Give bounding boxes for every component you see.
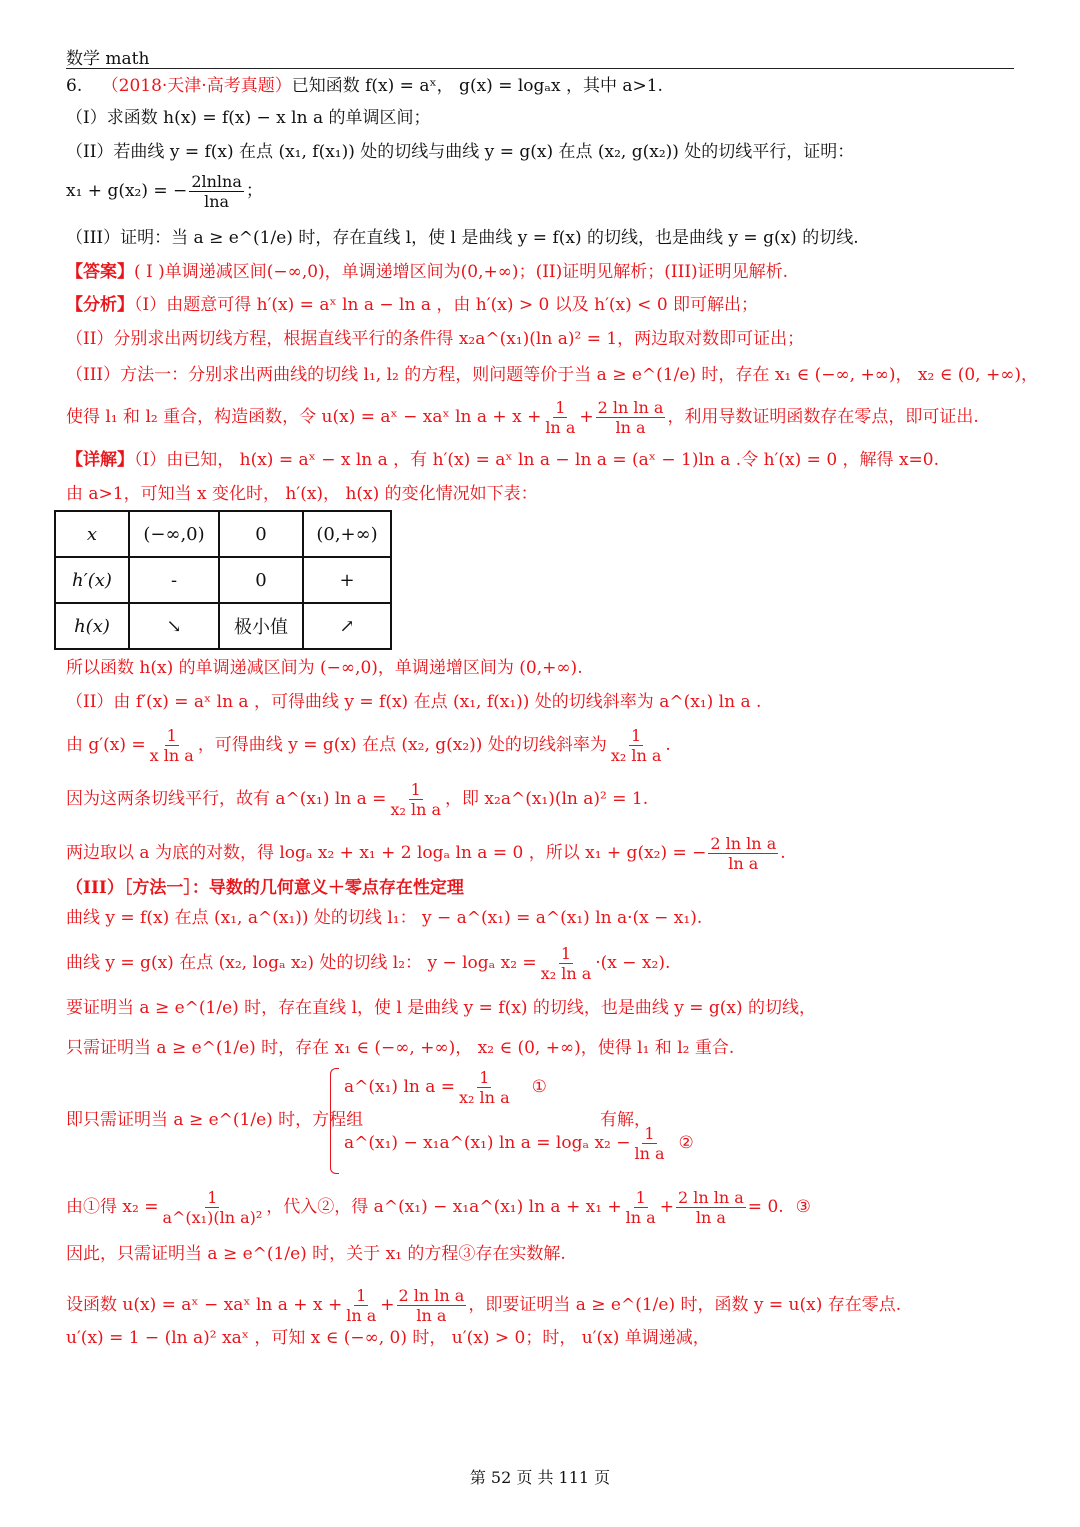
formula-left: 曲线 y = g(x) 在点 (x₂, logₐ x₂) 处的切线 l₂： y − logₐ x₂ =: [66, 953, 537, 973]
formula-left: 设函数 u(x) = aˣ − xaˣ ln a + x +: [66, 1295, 343, 1315]
after-line-2: （II）由 f′(x) = aˣ ln a ，可得曲线 y = f(x) 在点 (x₁, f(x₁)) 处的切线斜率为 a^(x₁) ln a .: [66, 692, 762, 712]
formula-end: .: [780, 843, 786, 863]
formula-middle: ，代入②，得 a^(x₁) − x₁a^(x₁) ln a + x₁ +: [266, 1197, 622, 1217]
problem-statement: 已知函数 f(x) = aˣ， g(x) = logₐx ，其中 a>1.: [291, 76, 663, 96]
fraction-denominator: ln a: [346, 1306, 377, 1325]
fraction-denominator: ln a: [545, 418, 576, 437]
analysis-label: 【分析】: [66, 295, 134, 315]
fraction: [708, 834, 778, 873]
equation-tag: ①: [531, 1077, 547, 1097]
page-footer: 第 52 页 共 111 页: [469, 1468, 611, 1487]
part3-line-5-right: 有解，: [600, 1110, 651, 1130]
fraction: [148, 726, 196, 765]
analysis-text-1: （I）由题意可得 h′(x) = aˣ ln a − ln a ，由 h′(x) > 0 以及 h′(x) < 0 即可解出；: [134, 295, 759, 315]
equation-tag: ③: [795, 1197, 811, 1217]
fraction-numerator: 1: [631, 726, 642, 745]
fraction: [543, 398, 577, 437]
fraction: [624, 1188, 658, 1227]
table-cell: 0: [219, 511, 303, 557]
fraction: [160, 1188, 264, 1227]
detail-line-1: [66, 448, 939, 472]
answer-text: ( I )单调递减区间(−∞,0)，单调递增区间为(0,+∞)；(II)证明见解析；(III)证明见解析.: [134, 262, 789, 282]
fraction: [596, 398, 666, 437]
fraction-numerator: 1: [166, 726, 177, 745]
after-line-1: 所以函数 h(x) 的单调递减区间为 (−∞,0)，单调递增区间为 (0,+∞).: [66, 658, 583, 678]
fraction-numerator: 1: [560, 944, 572, 963]
table-cell: -: [129, 557, 219, 603]
problem-part-1: （I）求函数 h(x) = f(x) − x ln a 的单调区间；: [66, 108, 431, 128]
part3-line-9: u′(x) = 1 − (ln a)² xaˣ ，可知 x ∈ (−∞, 0) 时， u′(x) > 0；时， u′(x) 单调递减，: [66, 1328, 710, 1348]
formula-left: a^(x₁) ln a =: [344, 1077, 456, 1097]
fraction-numerator: 2 ln ln a: [677, 1188, 744, 1207]
table-cell: 极小值: [219, 603, 303, 649]
table-cell: x: [55, 511, 129, 557]
fraction: [457, 1068, 512, 1107]
fraction-numerator: 1: [555, 398, 566, 417]
formula-left: a^(x₁) − x₁a^(x₁) ln a = logₐ x₂ −: [344, 1133, 631, 1153]
table-cell: ↗: [303, 603, 391, 649]
analysis-line-3: （III）方法一：分别求出两曲线的切线 l₁, l₂ 的方程，则问题等价于当 a ≥ e^(1/e) 时，存在 x₁ ∈ (−∞, +∞)， x₂ ∈ (0, +∞)，: [66, 365, 1039, 385]
table-cell: 0: [219, 557, 303, 603]
problem-line-1: [66, 74, 663, 98]
formula-end: .: [665, 735, 671, 755]
after-line-4: [66, 780, 648, 819]
part3-line-7: 因此，只需证明当 a ≥ e^(1/e) 时，关于 x₁ 的方程③存在实数解.: [66, 1244, 566, 1264]
table-cell: (0,+∞): [303, 511, 391, 557]
fraction-denominator: a^(x₁)(ln a)²: [162, 1208, 263, 1227]
detail-label: 【详解】: [66, 450, 134, 470]
part3-line-5-left: 即只需证明当 a ≥ e^(1/e) 时，方程组: [66, 1110, 364, 1130]
part3-heading: （III）［方法一］：导数的几何意义＋零点存在性定理: [66, 878, 464, 898]
detail-text-1: （I）由已知， h(x) = aˣ − x ln a ，有 h′(x) = aˣ ln a − ln a = (aˣ − 1)ln a .令 h′(x) = 0 ，解得 x=0.: [134, 450, 939, 470]
fraction-numerator: 1: [410, 780, 421, 799]
fraction: [539, 944, 594, 983]
part3-line-6: [66, 1188, 811, 1227]
fraction-numerator: 2 ln ln a: [710, 834, 777, 853]
fraction-denominator: x ln a: [149, 746, 194, 765]
plus-sign: +: [380, 1295, 395, 1315]
problem-part-3: （III）证明：当 a ≥ e^(1/e) 时，存在直线 l，使 l 是曲线 y = f(x) 的切线，也是曲线 y = g(x) 的切线.: [66, 228, 859, 248]
formula-left: x₁ + g(x₂) = −: [66, 181, 188, 201]
table-row: [55, 603, 391, 649]
table-cell: (−∞,0): [129, 511, 219, 557]
fraction-denominator: lna: [204, 192, 230, 211]
formula-right: ·(x − x₂).: [595, 953, 671, 973]
fraction-denominator: ln a: [416, 1306, 447, 1325]
formula-left: 由 g′(x) =: [66, 735, 146, 755]
fraction: [676, 1188, 746, 1227]
problem-part-2-formula: [66, 172, 263, 211]
fraction-numerator: 1: [207, 1188, 218, 1207]
fraction-numerator: 2 ln ln a: [597, 398, 664, 417]
fraction: [344, 1286, 378, 1325]
problem-number: 6.: [66, 76, 83, 96]
formula-left: 两边取以 a 为底的对数，得 logₐ x₂ + x₁ + 2 logₐ ln a = 0 ，所以 x₁ + g(x₂) = −: [66, 843, 707, 863]
equation-tag: ②: [678, 1133, 694, 1153]
fraction-denominator: ln a: [615, 418, 646, 437]
formula-left: 因为这两条切线平行，故有 a^(x₁) ln a =: [66, 789, 387, 809]
analysis-line-4: [66, 398, 979, 437]
formula-middle: ，可得曲线 y = g(x) 在点 (x₂, g(x₂)) 处的切线斜率为: [197, 735, 607, 755]
fraction: [397, 1286, 467, 1325]
formula-end: = 0.: [747, 1197, 784, 1217]
fraction-numerator: 1: [479, 1068, 490, 1087]
part3-line-8: [66, 1286, 901, 1325]
formula-left: 由①得 x₂ =: [66, 1197, 159, 1217]
fraction-denominator: x₂ ln a: [390, 800, 442, 819]
fraction-denominator: x₂ ln a: [610, 746, 662, 765]
formula-right: ；: [245, 181, 263, 201]
analysis-line-1: [66, 293, 758, 317]
fraction-numerator: 2 ln ln a: [398, 1286, 465, 1305]
part3-line-3: 要证明当 a ≥ e^(1/e) 时，存在直线 l，使 l 是曲线 y = f(x) 的切线，也是曲线 y = g(x) 的切线，: [66, 998, 817, 1018]
fraction-denominator: ln a: [634, 1144, 665, 1163]
analysis-line-2: （II）分别求出两切线方程，根据直线平行的条件得 x₂a^(x₁)(ln a)² = 1，两边取对数即可证出；: [66, 329, 805, 349]
fraction: [189, 172, 244, 211]
analysis-formula-right: ，利用导数证明函数存在零点，即可证出.: [667, 407, 979, 427]
answer-label: 【答案】: [66, 262, 134, 282]
table-cell: h′(x): [55, 557, 129, 603]
fraction-numerator: 2lnlna: [191, 172, 242, 191]
table-cell: ↘: [129, 603, 219, 649]
part3-line-2: [66, 944, 670, 983]
detail-line-2: 由 a>1，可知当 x 变化时， h′(x)， h(x) 的变化情况如下表：: [66, 484, 538, 504]
fraction-numerator: 1: [635, 1188, 646, 1207]
system-equation-1: [344, 1068, 547, 1107]
plus-sign: +: [579, 407, 594, 427]
answer-line: [66, 260, 788, 284]
fraction-denominator: ln a: [625, 1208, 656, 1227]
table-row: [55, 511, 391, 557]
fraction-numerator: 1: [356, 1286, 367, 1305]
header-title: 数学 math: [66, 49, 150, 69]
problem-source: （2018·天津·高考真题）: [101, 76, 292, 96]
fraction-numerator: 1: [644, 1124, 655, 1143]
fraction-denominator: ln a: [695, 1208, 726, 1227]
formula-right: ，即 x₂a^(x₁)(ln a)² = 1.: [445, 789, 649, 809]
part3-line-1: 曲线 y = f(x) 在点 (x₁, a^(x₁)) 处的切线 l₁： y − a^(x₁) = a^(x₁) ln a·(x − x₁).: [66, 908, 703, 928]
fraction-denominator: ln a: [728, 854, 759, 873]
after-line-3: [66, 726, 671, 765]
fraction-denominator: x₂ ln a: [540, 964, 592, 983]
table-cell: +: [303, 557, 391, 603]
analysis-formula-left: 使得 l₁ 和 l₂ 重合，构造函数，令 u(x) = aˣ − xaˣ ln a + x +: [66, 407, 542, 427]
fraction-denominator: x₂ ln a: [459, 1088, 510, 1107]
problem-part-2: （II）若曲线 y = f(x) 在点 (x₁, f(x₁)) 处的切线与曲线 y = g(x) 在点 (x₂, g(x₂)) 处的切线平行，证明：: [66, 142, 855, 162]
after-line-5: [66, 834, 786, 873]
table-row: [55, 557, 391, 603]
left-brace: [330, 1068, 339, 1174]
part3-line-4: 只需证明当 a ≥ e^(1/e) 时，存在 x₁ ∈ (−∞, +∞)， x₂ ∈ (0, +∞)，使得 l₁ 和 l₂ 重合.: [66, 1038, 735, 1058]
fraction: [388, 780, 443, 819]
variation-table: [54, 510, 392, 650]
fraction: [609, 726, 664, 765]
plus-sign: +: [659, 1197, 674, 1217]
page-header: [66, 44, 1014, 69]
formula-right: ，即要证明当 a ≥ e^(1/e) 时，函数 y = u(x) 存在零点.: [468, 1295, 902, 1315]
table-cell: h(x): [55, 603, 129, 649]
